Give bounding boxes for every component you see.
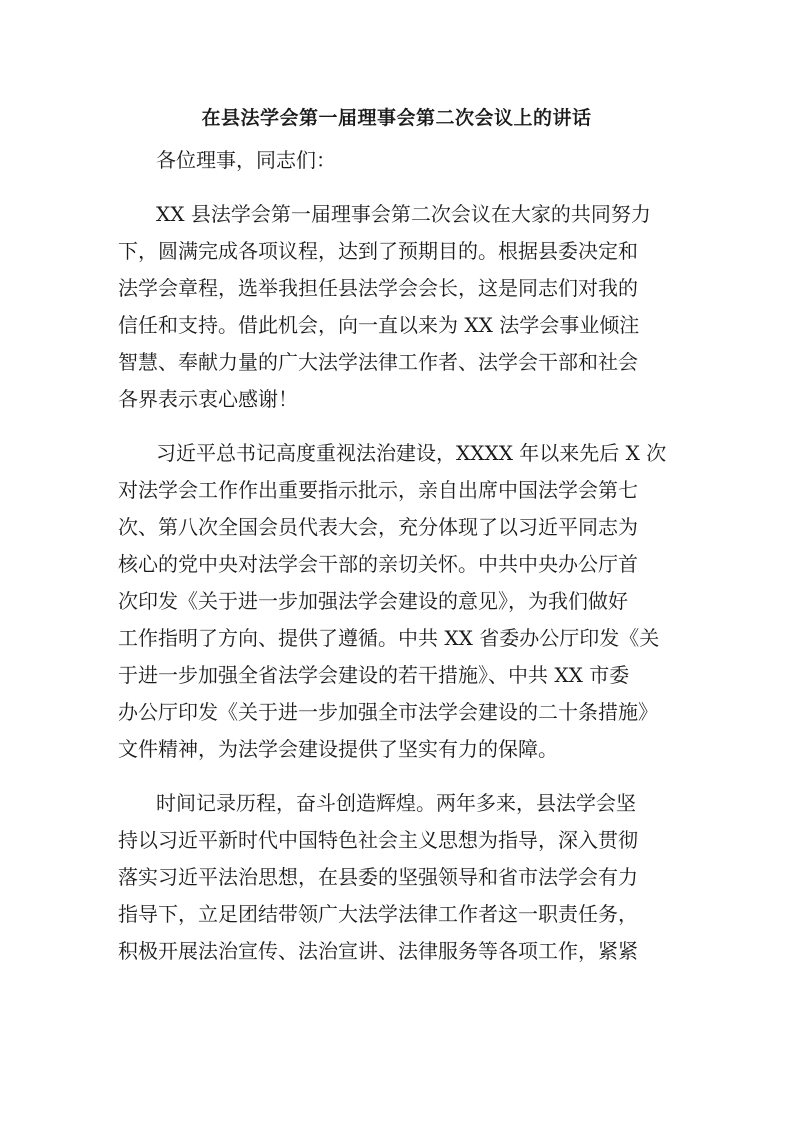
paragraph-2-line-5: 次印发《关于进一步加强法学会建设的意见》，为我们做好	[118, 589, 628, 613]
paragraph-2-line-6: 工作指明了方向、提供了遵循。中共 XX 省委办公厅印发《关	[118, 626, 660, 650]
paragraph-3-line-3: 落实习近平法治思想，在县委的坚强领导和省市法学会有力	[118, 865, 638, 889]
paragraph-3-line-5: 积极开展法治宣传、法治宣讲、法律服务等各项工作，紧紧	[118, 939, 638, 963]
paragraph-3-line-4: 指导下，立足团结带领广大法学法律工作者这一职责任务，	[118, 902, 638, 926]
salutation: 各位理事，同志们：	[156, 148, 336, 172]
paragraph-2-line-9: 文件精神，为法学会建设提供了坚实有力的保障。	[118, 737, 558, 761]
paragraph-2-line-1: 习近平总书记高度重视法治建设，XXXX 年以来先后 X 次	[156, 441, 667, 465]
document-title: 在县法学会第一届理事会第二次会议上的讲话	[201, 107, 592, 129]
paragraph-2-line-3: 次、第八次全国会员代表大会，充分体现了以习近平同志为	[118, 515, 638, 539]
paragraph-1-line-5: 智慧、奉献力量的广大法学法律工作者、法学会干部和社会	[118, 350, 638, 374]
paragraph-2-line-4: 核心的党中央对法学会干部的亲切关怀。中共中央办公厅首	[118, 552, 638, 576]
paragraph-1-line-4: 信任和支持。借此机会，向一直以来为 XX 法学会事业倾注	[118, 313, 640, 337]
paragraph-1-line-3: 法学会章程，选举我担任县法学会会长，这是同志们对我的	[118, 276, 638, 300]
paragraph-2-line-8: 办公厅印发《关于进一步加强全市法学会建设的二十条措施》	[118, 700, 658, 724]
paragraph-1-line-2: 下，圆满完成各项议程，达到了预期目的。根据县委决定和	[118, 239, 638, 263]
paragraph-1-line-6: 各界表示衷心感谢！	[118, 387, 298, 411]
paragraph-2-line-7: 于进一步加强全省法学会建设的若干措施》、中共 XX 市委	[118, 663, 630, 687]
paragraph-1-line-1: XX 县法学会第一届理事会第二次会议在大家的共同努力	[156, 202, 651, 226]
paragraph-3-line-1: 时间记录历程，奋斗创造辉煌。两年多来，县法学会坚	[156, 791, 636, 815]
paragraph-2-line-2: 对法学会工作作出重要指示批示，亲自出席中国法学会第七	[118, 478, 638, 502]
paragraph-3-line-2: 持以习近平新时代中国特色社会主义思想为指导，深入贯彻	[118, 828, 638, 852]
